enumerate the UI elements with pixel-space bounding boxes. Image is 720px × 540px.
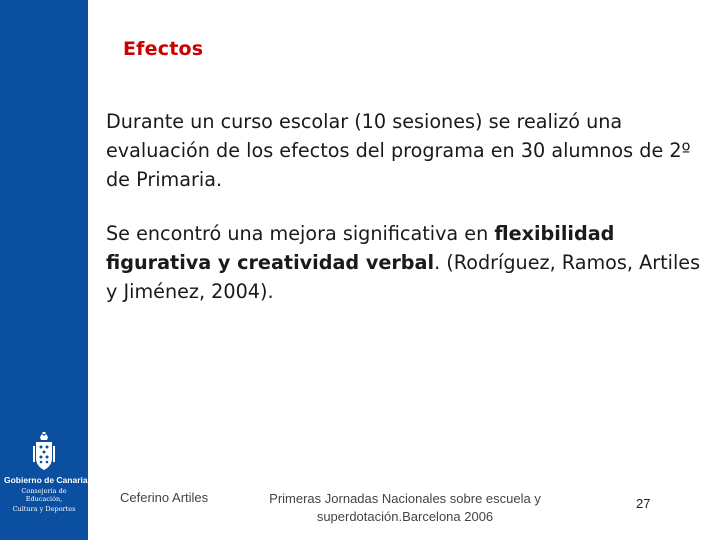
footer-event-line-2: superdotación.Barcelona 2006 <box>316 509 494 524</box>
paragraph-findings <box>106 219 706 306</box>
footer-event-line-1: Primeras Jornadas Nacionales sobre escuela y <box>269 491 541 506</box>
findings-highlight: flexibilidad figurativa y creatividad verbal <box>106 222 615 274</box>
logo-subtitle-line-2: Cultura y Deportes <box>12 505 76 513</box>
paragraph-study: Durante un curso escolar (10 sesiones) se realizó una evaluación de los efectos del programa en 30 alumnos de 2º de Primaria. <box>106 110 691 191</box>
coat-of-arms-icon <box>31 432 57 472</box>
footer-event <box>250 490 560 526</box>
findings-citation: . (Rodríguez, Ramos, Artiles y Jiménez, 2004). <box>106 251 701 303</box>
logo-subtitle-line-1: Consejería de Educación, <box>21 487 67 503</box>
footer-author: Ceferino Artiles <box>120 490 209 505</box>
gobierno-canarias-logo <box>4 432 93 513</box>
findings-text-start: Se encontró una mejora significativa en <box>106 222 495 245</box>
slide-title: Efectos <box>123 38 204 60</box>
sidebar <box>0 0 93 540</box>
logo-title: Gobierno de Canarias <box>4 475 93 485</box>
page-number: 27 <box>636 496 651 511</box>
